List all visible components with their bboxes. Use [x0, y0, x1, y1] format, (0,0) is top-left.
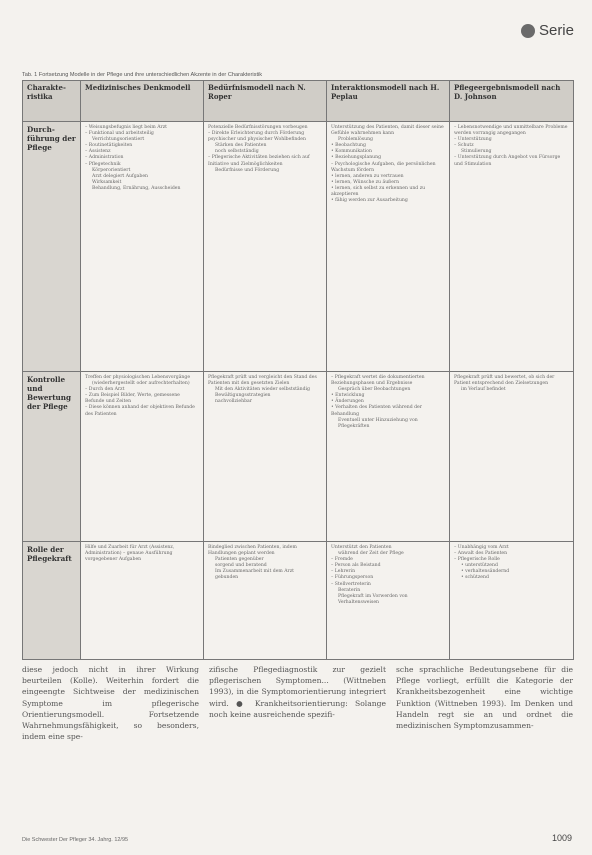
cell-line: nachvollziehbar — [215, 399, 252, 405]
column-header: Medizinisches Denkmodell — [81, 81, 204, 122]
cell-line: – Routinetätigkeiten — [85, 143, 133, 149]
cell-line: – Person als Beistand — [331, 563, 381, 569]
cell-line: Potenzielle Bedürfnisstörungen vorbeugen — [208, 125, 308, 130]
row-header: Kontrolle und Bewertung der Pflege — [23, 372, 81, 542]
cell-line: – Funktional und arbeitsteilig — [85, 131, 154, 137]
cell-line: • lernen, sich selbst zu erkennen und zu akzeptieren — [331, 185, 426, 198]
cell-line: • Änderungen — [331, 399, 364, 405]
cell-line: Arzt delegiert Aufgaben — [92, 173, 148, 179]
cell-line: (wiederhergestellt oder aufrechterhalten) — [92, 381, 190, 387]
cell-line: • fähig werden zur Ausarbeitung — [331, 198, 408, 204]
cell-line: Bedürfnisse und Förderung — [215, 167, 280, 173]
table-cell — [327, 372, 450, 542]
cell-line: – Unabhängig vom Arzt — [454, 545, 509, 550]
column-header: Charakte-ristika — [23, 81, 81, 122]
column-header: Interaktionsmodell nach H. Peplau — [327, 81, 450, 122]
series-header — [521, 22, 574, 39]
cell-line: Unterstützung des Patienten, damit dieser seine Gefühle wahrnehmen kann — [331, 125, 444, 137]
cell-line: – Stellvertreterin — [331, 581, 371, 587]
cell-line: Stärken des Patienten — [215, 143, 267, 149]
cell-line: – Unterstützung — [454, 137, 492, 143]
cell-line: noch selbstständig — [215, 149, 259, 155]
cell-line: Behandlung, Ernährung, Ausscheiden — [92, 185, 181, 191]
table-row — [23, 122, 574, 372]
cell-line: Treffen der physiologischen Lebensvorgänge — [85, 375, 191, 380]
body-column: diese jedoch nicht in ihrer Wirkung beurteilen (Kolle). Weiterhin fordert die eingeengte Sichtweise der medizinischen Symptome im pflegerische Orientierungsmodell. Fortsetzende Wahrnehmungsfähigkeit, so besonders, indem eine spe- — [22, 665, 199, 742]
cell-line: – Zum Beispiel Bilder, Werte, gemessene Befunde und Zeiten — [85, 393, 180, 405]
table-cell — [81, 542, 204, 660]
column-header: Pflegeergebnismodell nach D. Johnson — [450, 81, 574, 122]
table-cell — [450, 542, 574, 660]
cell-line: – Direkte Erleichterung durch Förderung psychischer und physischer Wohlbefinden — [208, 131, 306, 143]
cell-line: – Psychologische Aufgaben, die persönlichen Wachstum fördern — [331, 161, 436, 173]
cell-line: Bewältigungsstrategien — [215, 393, 271, 399]
cell-line: – Führungsperson — [331, 575, 374, 581]
body-column: zifische Pflegediagnostik zur gezielt pflegerischen Symptomen... (Wittneben 1993), in die Symptomorientierung integriert wird. ● Krankheitsorientierung: Solange noch keine ausreichende spezifi- — [209, 665, 386, 719]
series-dot-icon — [521, 24, 535, 38]
cell-line: – Fremde — [331, 557, 353, 563]
cell-line: Problemlösung — [338, 137, 373, 143]
models-table — [22, 80, 574, 660]
cell-line: Gespräch über Beobachtungen — [338, 387, 411, 393]
cell-line: • Beziehungsplanung — [331, 155, 382, 161]
cell-line: • lernen, Wünsche zu äußern — [331, 179, 400, 185]
cell-line: – Pflegekraft wertet die dokumentierten Beziehungsphasen und Ergebnisse — [331, 375, 425, 387]
cell-line: • Kommunikation — [331, 149, 372, 155]
cell-line: gebunden — [215, 575, 239, 581]
cell-line: Patienten gegenüber — [215, 557, 264, 563]
cell-line: • schützend — [461, 575, 489, 581]
table-cell — [204, 372, 327, 542]
journal-footer: Die Schwester Der Pfleger 34. Jahrg. 12/95 — [22, 837, 129, 843]
series-label: Serie — [538, 22, 574, 39]
cell-line: – Assistenz — [85, 149, 111, 155]
cell-line: Wirksamkeit — [92, 179, 122, 185]
cell-line: im Verlauf befindet — [461, 387, 506, 393]
row-header: Rolle der Pflegekraft — [23, 542, 81, 660]
cell-line: Pflegekraft prüft und vergleicht den Stand des Patienten mit den gesetzten Zielen — [208, 375, 317, 387]
table-body — [23, 122, 574, 660]
cell-line: sorgend und beratend — [215, 563, 267, 569]
cell-line: Eventuell unter Hinzuziehung von Pflegekräften — [338, 417, 418, 429]
table-cell — [327, 122, 450, 372]
body-text — [22, 664, 573, 742]
cell-line: – Anwalt des Patienten — [454, 551, 508, 557]
cell-line: – Lehrerin — [331, 569, 356, 575]
cell-line: – Diese können anhand der objektiven Befunde des Patienten — [85, 405, 195, 417]
cell-line: Körperorientiert — [92, 167, 131, 173]
table-cell — [327, 542, 450, 660]
cell-line: – Durch den Arzt — [85, 387, 125, 393]
table-header-row — [23, 81, 574, 122]
cell-line: • Verhalten des Patienten während der Behandlung — [331, 405, 422, 417]
cell-line: Im Zusammenarbeit mit dem Arzt — [215, 569, 295, 575]
table-cell — [450, 372, 574, 542]
cell-line: Hilfe und Zuarbeit für Arzt (Assistenz, Administration) – genaue Ausführung vorgegebener Aufgaben — [85, 545, 175, 563]
table-row — [23, 542, 574, 660]
column-header: Bedürfnismodell nach N. Roper — [204, 81, 327, 122]
table-cell — [450, 122, 574, 372]
cell-line: • verhaltensändernd — [461, 569, 510, 575]
cell-line: Mit den Aktivitäten wieder selbstständig — [215, 387, 310, 393]
body-column: sche sprachliche Bedeutungsebene für die Pflege vorliegt, erfüllt die Kategorie der Krankheitsbezogenheit eine wichtige Funktion (Wittneben 1993). Im Denken und Handeln regt sie an und ordnet die medizinischen Symptomzusammen- — [396, 665, 573, 731]
cell-line: – Unterstützung durch Angebot von Fürsorge und Stimulation — [454, 155, 561, 167]
page-number: 1009 — [551, 833, 572, 843]
table-cell — [204, 122, 327, 372]
table-cell — [81, 122, 204, 372]
cell-line: • unterstützend — [461, 563, 498, 569]
cell-line: Unterstützt den Patienten — [331, 545, 392, 550]
cell-line: – Schutz — [454, 143, 474, 149]
table-cell — [204, 542, 327, 660]
cell-line: Beraterin — [338, 587, 361, 593]
cell-line: • Entwicklung — [331, 393, 365, 399]
cell-line: – Lebensnotwendige und unmittelbare Probleme werden vorrangig angegangen — [454, 125, 568, 137]
table-caption: Tab. 1 Fortsetzung Modelle in der Pflege und ihre unterschiedlichen Akzente in der Charakteristik — [22, 72, 263, 78]
row-header: Durch-führung der Pflege — [23, 122, 81, 372]
table-cell — [81, 372, 204, 542]
table-row — [23, 372, 574, 542]
cell-line: Bindeglied zwischen Patienten, indem Handlungen geplant werden — [208, 545, 297, 557]
cell-line: – Pflegetechnik — [85, 161, 121, 167]
cell-line: Verrichtungsorientiert — [92, 137, 145, 143]
cell-line: Pflegekraft prüft und bewertet, ob sich der Patient entsprechend den Zielsetzungen — [454, 375, 555, 387]
cell-line: • lernen, anderen zu vertrauen — [331, 173, 404, 179]
cell-line: während der Zeit der Pflege — [338, 551, 404, 557]
cell-line: • Beobachtung — [331, 143, 366, 149]
cell-line: – Pflegerische Aktivitäten beziehen sich auf Initiative und Zielmöglichkeiten — [208, 155, 310, 167]
cell-line: Stimulierung — [461, 149, 492, 155]
cell-line: Pflegekraft im Vorwerden von Verhaltensweisen — [338, 593, 408, 605]
cell-line: – Pflegerische Rolle — [454, 557, 500, 563]
cell-line: – Administration — [85, 155, 124, 161]
cell-line: – Weisungsbefugnis liegt beim Arzt — [85, 125, 167, 130]
